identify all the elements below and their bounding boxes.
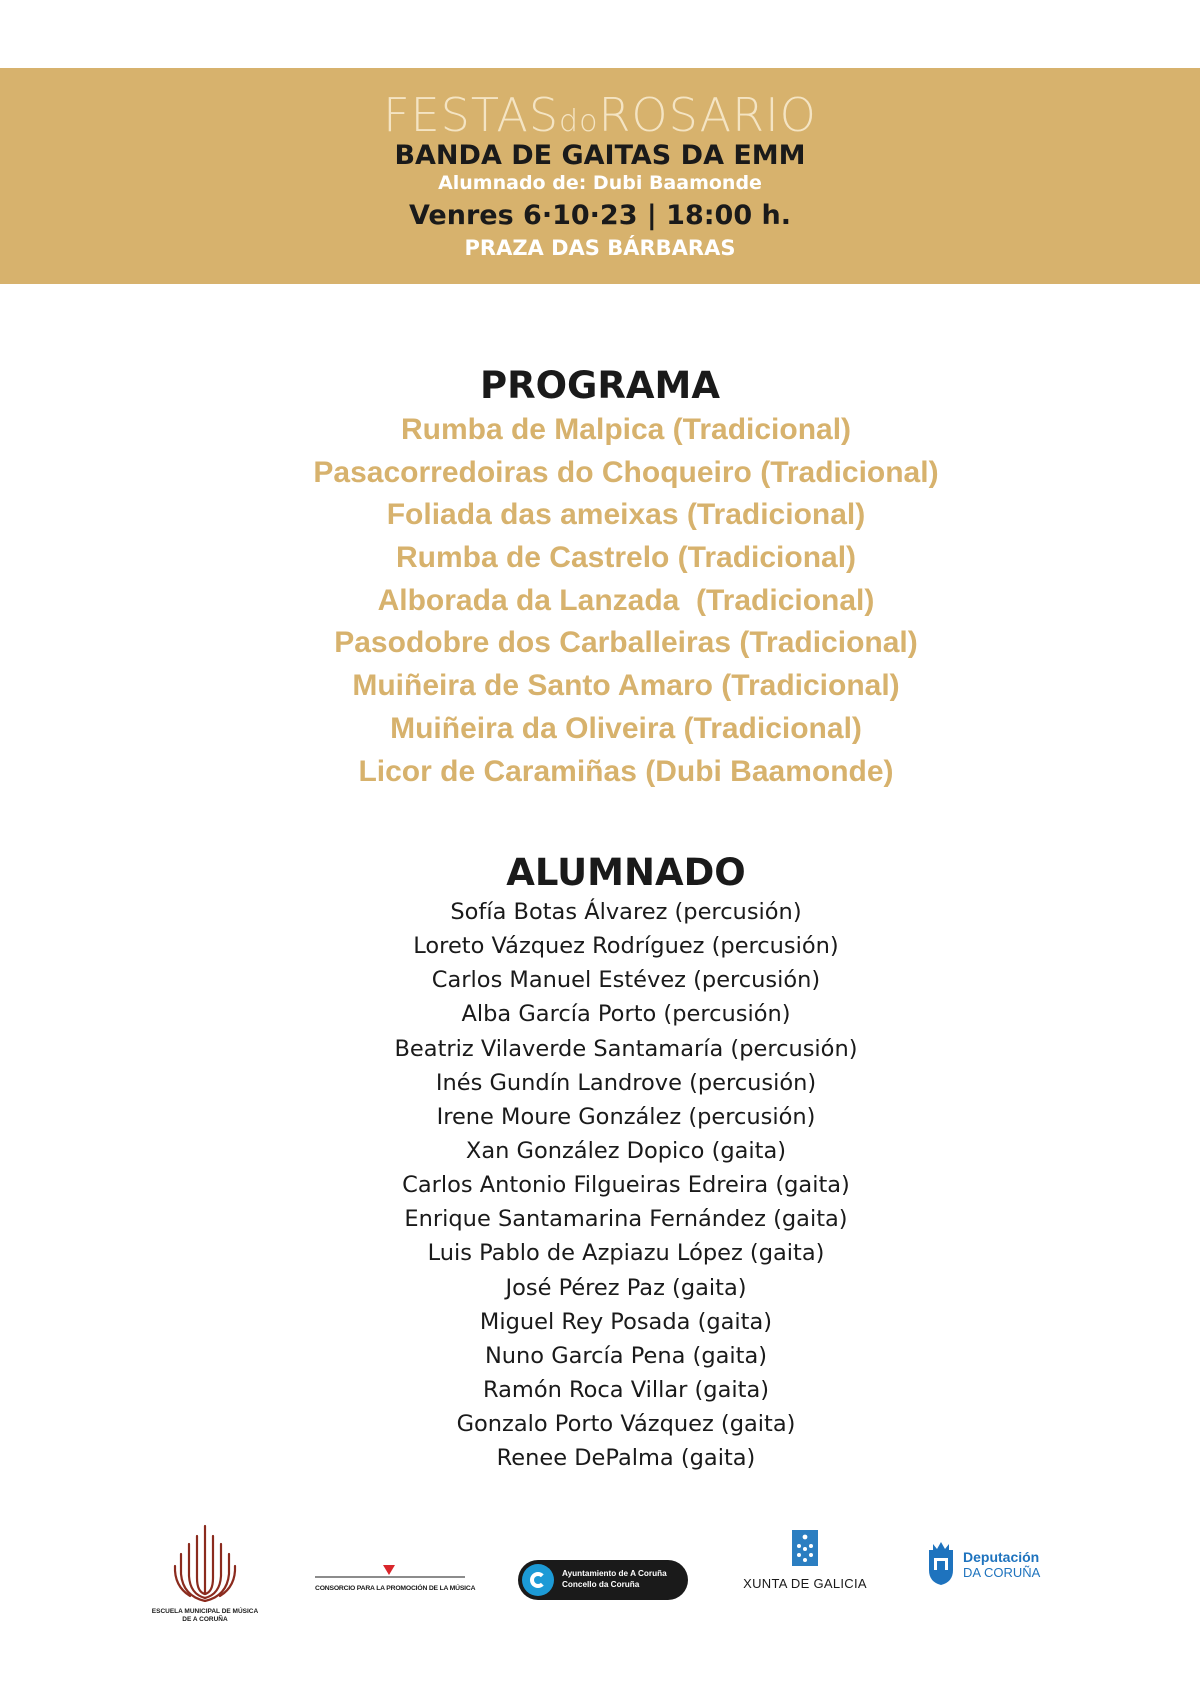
ayuntamiento-logo-line1: Ayuntamiento de A Coruña — [562, 1569, 667, 1578]
alumnado-member: Renee DePalma (gaita) — [496, 1445, 756, 1472]
ayuntamiento-logo — [518, 1560, 688, 1600]
programa-item: Muiñeira da Oliveira (Tradicional) — [390, 711, 862, 745]
header-banner — [0, 68, 1200, 284]
consorcio-logo — [315, 1564, 476, 1604]
xunta-logo-text: XUNTA DE GALICIA — [743, 1576, 867, 1591]
deputacion-logo — [925, 1540, 1055, 1600]
programa-item: Foliada das ameixas (Tradicional) — [386, 498, 866, 532]
programa-item: Alborada da Lanzada (Tradicional) — [377, 583, 875, 617]
deputacion-crest-icon — [925, 1540, 957, 1586]
alumnado-member: Miguel Rey Posada (gaita) — [479, 1308, 773, 1335]
alumnado-member: Irene Moure González (percusión) — [436, 1103, 816, 1130]
alumnado-member: Xan González Dopico (gaita) — [465, 1137, 787, 1164]
xunta-shield-icon — [792, 1530, 818, 1566]
event-date-time: Venres 6·10·23 | 18:00 h. — [409, 200, 791, 231]
alumnado-member: Nuno García Pena (gaita) — [484, 1342, 768, 1369]
alumnado-member: Gonzalo Porto Vázquez (gaita) — [456, 1411, 796, 1438]
deputacion-logo-line1: Deputación — [963, 1549, 1040, 1565]
ayuntamiento-logo-line2: Concello da Coruña — [562, 1580, 640, 1589]
alumnado-heading: ALUMNADO — [506, 851, 746, 894]
festival-title-part1: FESTAS — [383, 88, 560, 142]
emm-logo-line2: DE A CORUÑA — [182, 1616, 228, 1623]
consorcio-mark-icon — [315, 1564, 465, 1580]
alumnado-member: Ramón Roca Villar (gaita) — [482, 1376, 770, 1403]
programa-item: Pasacorredoiras do Choqueiro (Tradicional) — [313, 455, 939, 489]
festival-title-part3: ROSARIO — [598, 88, 817, 142]
alumnado-member: Loreto Vázquez Rodríguez (percusión) — [413, 933, 839, 960]
alumnado-member: Carlos Manuel Estévez (percusión) — [431, 967, 821, 994]
alumnado-member: Inés Gundín Landrove (percusión) — [435, 1069, 817, 1096]
sponsor-logos — [0, 1520, 1200, 1640]
deputacion-logo-line2: DA CORUÑA — [963, 1565, 1041, 1580]
consorcio-logo-text: CONSORCIO PARA LA PROMOCIÓN DE LA MÚSICA — [315, 1585, 476, 1592]
xunta-logo — [740, 1530, 870, 1610]
programa-item: Muiñeira de Santo Amaro (Tradicional) — [352, 669, 900, 703]
festival-title — [0, 90, 1200, 147]
programa-item: Licor de Caramiñas (Dubi Baamonde) — [358, 754, 894, 788]
emm-logo — [150, 1520, 260, 1630]
emm-logo-line1: ESCUELA MUNICIPAL DE MÚSICA — [151, 1608, 259, 1615]
programa-item: Rumba de Malpica (Tradicional) — [400, 413, 852, 446]
alumnado-member: Beatriz Vilaverde Santamaría (percusión) — [394, 1035, 858, 1062]
alumnado-member: José Pérez Paz (gaita) — [505, 1274, 747, 1301]
festival-title-part2: do — [559, 104, 599, 139]
emm-hands-icon — [150, 1520, 260, 1602]
coruna-c-icon — [522, 1564, 554, 1596]
programa-item: Rumba de Castrelo (Tradicional) — [395, 541, 857, 575]
band-title: BANDA DE GAITAS DA EMM — [394, 140, 806, 171]
programa-heading: PROGRAMA — [479, 364, 720, 407]
alumnado-member: Luis Pablo de Azpiazu López (gaita) — [427, 1240, 825, 1267]
alumnado-member: Carlos Antonio Filgueiras Edreira (gaita) — [402, 1172, 850, 1199]
alumnado-member: Alba García Porto (percusión) — [461, 1001, 791, 1028]
event-place: PRAZA DAS BÁRBARAS — [464, 236, 736, 260]
alumnado-member: Enrique Santamarina Fernández (gaita) — [404, 1206, 848, 1233]
alumnado-list — [0, 895, 1200, 1475]
programa-item: Pasodobre dos Carballeiras (Tradicional) — [334, 626, 918, 660]
programa-list — [0, 409, 1200, 793]
alumnado-member: Sofía Botas Álvarez (percusión) — [450, 899, 802, 925]
students-of-teacher: Alumnado de: Dubi Baamonde — [438, 172, 762, 194]
